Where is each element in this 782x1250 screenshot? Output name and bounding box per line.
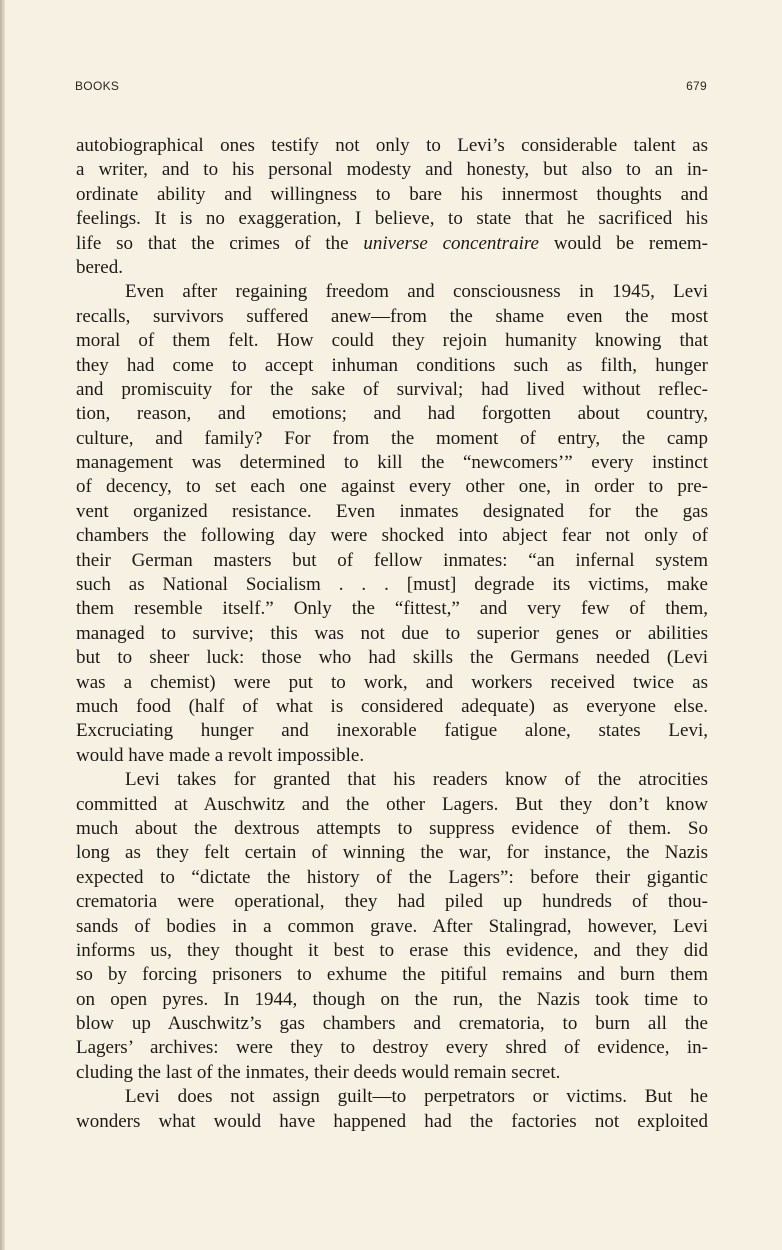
text-line: blow up Auschwitz’s gas chambers and crematoria, to burn all the <box>76 1013 708 1035</box>
text-line: expected to “dictate the history of the Lagers”: before their gigantic <box>76 866 708 888</box>
text-line: long as they felt certain of winning the war, for instance, the Nazis <box>76 842 708 864</box>
text-line: wonders what would have happened had the factories not exploited <box>76 1110 708 1132</box>
italic-term: universe concentraire <box>363 232 539 254</box>
text-line: Levi does not assign guilt—to perpetrators or victims. But he <box>125 1086 708 1108</box>
paragraph <box>76 768 708 1085</box>
text-line: committed at Auschwitz and the other Lagers. But they don’t know <box>76 793 708 815</box>
text-line: of decency, to set each one against every other one, in order to pre- <box>76 476 708 498</box>
text-line: but to sheer luck: those who had skills the Germans needed (Levi <box>76 647 708 669</box>
text-line: tion, reason, and emotions; and had forgotten about country, <box>76 403 708 425</box>
text-line: Levi takes for granted that his readers know of the atrocities <box>125 769 708 791</box>
text-line: crematoria were operational, they had piled up hundreds of thou- <box>76 891 708 913</box>
text-line: recalls, survivors suffered anew—from the shame even the most <box>76 305 708 327</box>
text-line: management was determined to kill the “newcomers’” every instinct <box>76 452 708 474</box>
text-line: managed to survive; this was not due to superior genes or abilities <box>76 622 708 644</box>
text-run: life so that the crimes of the <box>76 232 364 254</box>
text-line: bered. <box>76 256 123 278</box>
text-line: informs us, they thought it best to erase this evidence, and they did <box>76 939 708 961</box>
text-line: much about the dextrous attempts to suppress evidence of them. So <box>76 817 708 839</box>
text-line: and promiscuity for the sake of survival; had lived without reflec- <box>76 378 708 400</box>
paragraph <box>76 1085 708 1134</box>
text-line: them resemble itself.” Only the “fittest,” and very few of them, <box>76 598 708 620</box>
text-line: moral of them felt. How could they rejoin humanity knowing that <box>76 330 708 352</box>
text-line: Excruciating hunger and inexorable fatigue alone, states Levi, <box>76 720 708 742</box>
text-line: so by forcing prisoners to exhume the pitiful remains and burn them <box>76 964 708 986</box>
text-line: was a chemist) were put to work, and workers received twice as <box>76 671 708 693</box>
text-line: their German masters but of fellow inmates: “an infernal system <box>76 549 708 571</box>
page-number: 679 <box>686 79 707 93</box>
text-line: culture, and family? For from the moment of entry, the camp <box>76 427 708 449</box>
text-line: a writer, and to his personal modesty and honesty, but also to an in- <box>76 159 708 181</box>
text-line: sands of bodies in a common grave. After Stalingrad, however, Levi <box>76 915 708 937</box>
text-line <box>76 232 708 256</box>
paragraph <box>76 134 708 280</box>
text-line: feelings. It is no exaggeration, I believe, to state that he sacrificed his <box>76 208 708 230</box>
paragraph <box>76 280 708 768</box>
text-line: cluding the last of the inmates, their deeds would remain secret. <box>76 1061 561 1083</box>
text-line: would have made a revolt impossible. <box>76 744 365 766</box>
text-run: would be remem- <box>538 232 708 254</box>
text-line: chambers the following day were shocked into abject fear not only of <box>76 525 708 547</box>
text-line: such as National Socialism . . . [must] degrade its victims, make <box>76 574 708 596</box>
body-text <box>76 134 708 1134</box>
running-head <box>75 79 707 95</box>
text-line: they had come to accept inhuman conditions such as filth, hunger <box>76 354 708 376</box>
text-line: vent organized resistance. Even inmates designated for the gas <box>76 500 708 522</box>
text-line: Lagers’ archives: were they to destroy every shred of evidence, in- <box>76 1037 708 1059</box>
page-binding-edge <box>0 0 5 1250</box>
section-title: BOOKS <box>75 79 120 93</box>
text-line: much food (half of what is considered adequate) as everyone else. <box>76 695 708 717</box>
text-line: Even after regaining freedom and consciousness in 1945, Levi <box>125 281 708 303</box>
text-line: on open pyres. In 1944, though on the run, the Nazis took time to <box>76 988 708 1010</box>
text-line: autobiographical ones testify not only to Levi’s considerable talent as <box>76 135 708 156</box>
text-line: ordinate ability and willingness to bare his innermost thoughts and <box>76 183 708 205</box>
